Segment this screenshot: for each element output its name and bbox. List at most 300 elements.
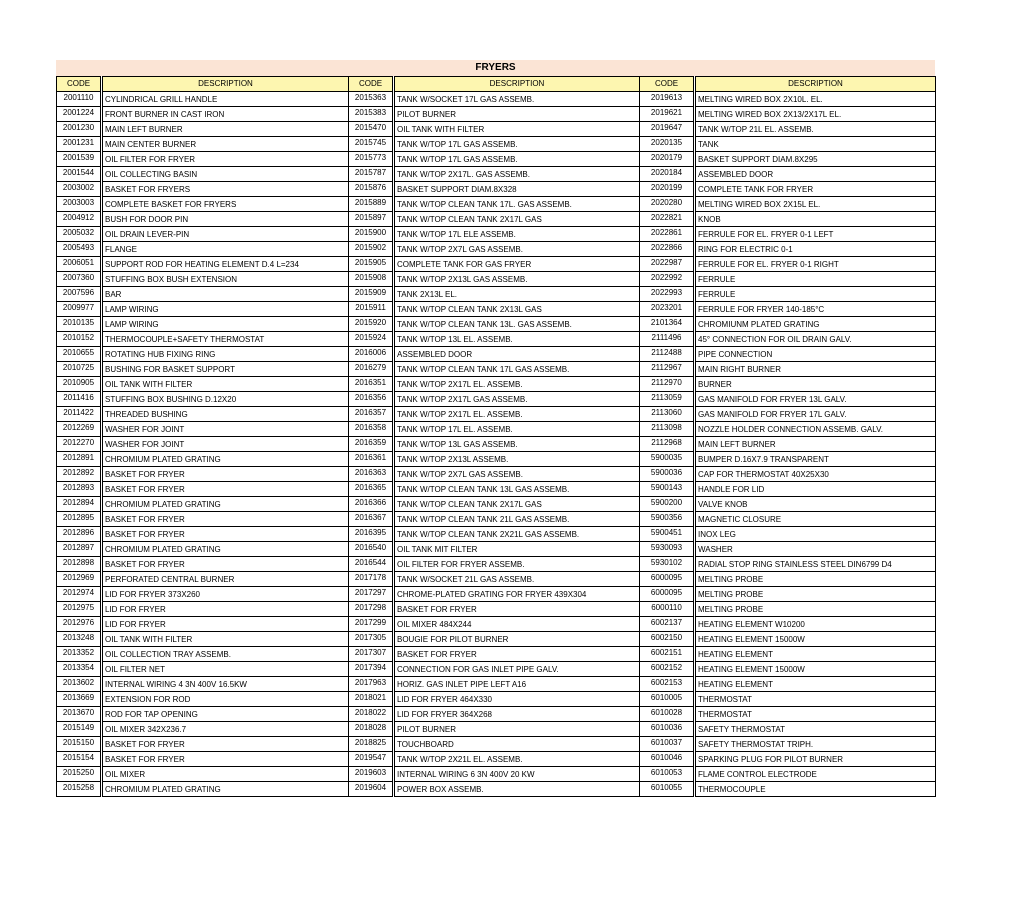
part-description-cell: BASKET FOR FRYER (102, 512, 349, 527)
part-description-cell: OIL TANK WITH FILTER (394, 122, 640, 137)
part-description-cell: INTERNAL WIRING 6 3N 400V 20 KW (394, 767, 640, 782)
table-row (57, 272, 936, 287)
part-code-cell: 2007596 (57, 287, 102, 302)
part-code-cell: 5930093 (640, 542, 695, 557)
part-code-cell: 2015889 (349, 197, 394, 212)
part-code-cell: 2015773 (349, 152, 394, 167)
part-code-cell: 2020280 (640, 197, 695, 212)
part-description-cell: FERRULE FOR FRYER 140-185°C (695, 302, 936, 317)
table-row (57, 242, 936, 257)
part-description-cell: CHROMIUNM PLATED GRATING (695, 317, 936, 332)
part-code-cell: 2015920 (349, 317, 394, 332)
part-description-cell: TANK W/TOP 13L GAS ASSEMB. (394, 437, 640, 452)
table-row (57, 377, 936, 392)
part-description-cell: CAP FOR THERMOSTAT 40X25X30 (695, 467, 936, 482)
part-code-cell: 2016365 (349, 482, 394, 497)
part-description-cell: FLANGE (102, 242, 349, 257)
part-code-cell: 2015897 (349, 212, 394, 227)
part-code-cell: 2013602 (57, 677, 102, 692)
part-code-cell: 2016363 (349, 467, 394, 482)
table-row (57, 512, 936, 527)
part-description-cell: LID FOR FRYER (102, 602, 349, 617)
part-code-cell: 6002151 (640, 647, 695, 662)
part-code-cell: 2022987 (640, 257, 695, 272)
part-description-cell: GAS MANIFOLD FOR FRYER 13L GALV. (695, 392, 936, 407)
table-row (57, 707, 936, 722)
part-description-cell: EXTENSION FOR ROD (102, 692, 349, 707)
part-code-cell: 2003002 (57, 182, 102, 197)
part-code-cell: 2015900 (349, 227, 394, 242)
part-code-cell: 2012976 (57, 617, 102, 632)
table-row (57, 362, 936, 377)
part-description-cell: THERMOCOUPLE (695, 782, 936, 797)
part-code-cell: 5900200 (640, 497, 695, 512)
part-code-cell: 6000110 (640, 602, 695, 617)
part-code-cell: 2017307 (349, 647, 394, 662)
part-code-cell: 2013670 (57, 707, 102, 722)
part-code-cell: 2016358 (349, 422, 394, 437)
part-code-cell: 2015258 (57, 782, 102, 797)
part-description-cell: COMPLETE TANK FOR FRYER (695, 182, 936, 197)
part-description-cell: FRONT BURNER IN CAST IRON (102, 107, 349, 122)
part-description-cell: BASKET FOR FRYER (102, 737, 349, 752)
part-code-cell: 2015908 (349, 272, 394, 287)
part-code-cell: 2111496 (640, 332, 695, 347)
header-description: DESCRIPTION (102, 77, 349, 92)
part-code-cell: 2017963 (349, 677, 394, 692)
part-code-cell: 2007360 (57, 272, 102, 287)
part-code-cell: 2010135 (57, 317, 102, 332)
part-description-cell: PILOT BURNER (394, 722, 640, 737)
table-row (57, 317, 936, 332)
part-code-cell: 2005032 (57, 227, 102, 242)
part-description-cell: TANK W/TOP CLEAN TANK 17L GAS ASSEMB. (394, 362, 640, 377)
part-code-cell: 2012891 (57, 452, 102, 467)
part-description-cell: OIL FILTER NET (102, 662, 349, 677)
part-description-cell: CHROMIUM PLATED GRATING (102, 497, 349, 512)
part-description-cell: ASSEMBLED DOOR (394, 347, 640, 362)
part-code-cell: 2112970 (640, 377, 695, 392)
part-description-cell: TANK W/TOP CLEAN TANK 13L GAS ASSEMB. (394, 482, 640, 497)
part-description-cell: ROD FOR TAP OPENING (102, 707, 349, 722)
part-code-cell: 2001231 (57, 137, 102, 152)
table-row (57, 302, 936, 317)
table-row (57, 152, 936, 167)
part-description-cell: TANK (695, 137, 936, 152)
part-description-cell: TANK W/TOP 2X17L EL. ASSEMB. (394, 377, 640, 392)
part-description-cell: TANK W/SOCKET 17L GAS ASSEMB. (394, 92, 640, 107)
part-code-cell: 2001230 (57, 122, 102, 137)
part-description-cell: GAS MANIFOLD FOR FRYER 17L GALV. (695, 407, 936, 422)
part-code-cell: 6000095 (640, 587, 695, 602)
table-row (57, 737, 936, 752)
part-code-cell: 2010152 (57, 332, 102, 347)
part-description-cell: OIL COLLECTING BASIN (102, 167, 349, 182)
part-description-cell: CYLINDRICAL GRILL HANDLE (102, 92, 349, 107)
part-description-cell: TANK W/TOP 2X13L ASSEMB. (394, 452, 640, 467)
table-row (57, 182, 936, 197)
part-description-cell: FERRULE FOR EL. FRYER 0-1 RIGHT (695, 257, 936, 272)
part-code-cell: 2015150 (57, 737, 102, 752)
part-description-cell: TANK W/TOP 2X13L GAS ASSEMB. (394, 272, 640, 287)
part-code-cell: 2018021 (349, 692, 394, 707)
part-code-cell: 2012894 (57, 497, 102, 512)
header-code: CODE (640, 77, 695, 92)
part-description-cell: THREADED BUSHING (102, 407, 349, 422)
part-description-cell: RADIAL STOP RING STAINLESS STEEL DIN6799 D4 (695, 557, 936, 572)
table-row (57, 287, 936, 302)
part-description-cell: MAIN LEFT BURNER (102, 122, 349, 137)
part-description-cell: PERFORATED CENTRAL BURNER (102, 572, 349, 587)
part-code-cell: 2012892 (57, 467, 102, 482)
part-code-cell: 5900036 (640, 467, 695, 482)
part-code-cell: 5900356 (640, 512, 695, 527)
part-code-cell: 2016367 (349, 512, 394, 527)
part-description-cell: ASSEMBLED DOOR (695, 167, 936, 182)
part-code-cell: 2017298 (349, 602, 394, 617)
table-row (57, 632, 936, 647)
part-description-cell: MELTING WIRED BOX 2X13/2X17L EL. (695, 107, 936, 122)
part-description-cell: OIL MIXER 342X236.7 (102, 722, 349, 737)
header-row (57, 77, 936, 92)
part-code-cell: 2015154 (57, 752, 102, 767)
part-description-cell: TANK W/TOP 2X21L EL. ASSEMB. (394, 752, 640, 767)
part-description-cell: MAIN CENTER BURNER (102, 137, 349, 152)
part-code-cell: 2015876 (349, 182, 394, 197)
part-code-cell: 2023201 (640, 302, 695, 317)
part-code-cell: 2010655 (57, 347, 102, 362)
part-description-cell: MELTING PROBE (695, 602, 936, 617)
part-description-cell: BASKET SUPPORT DIAM.8X295 (695, 152, 936, 167)
part-code-cell: 6002153 (640, 677, 695, 692)
part-description-cell: OIL TANK WITH FILTER (102, 632, 349, 647)
part-code-cell: 2015470 (349, 122, 394, 137)
part-code-cell: 5900451 (640, 527, 695, 542)
part-code-cell: 2004912 (57, 212, 102, 227)
part-code-cell: 2016544 (349, 557, 394, 572)
part-code-cell: 6010036 (640, 722, 695, 737)
part-code-cell: 5900035 (640, 452, 695, 467)
part-code-cell: 2113059 (640, 392, 695, 407)
part-code-cell: 2019613 (640, 92, 695, 107)
part-code-cell: 2016395 (349, 527, 394, 542)
part-code-cell: 6010053 (640, 767, 695, 782)
part-description-cell: CHROMIUM PLATED GRATING (102, 542, 349, 557)
part-code-cell: 2016356 (349, 392, 394, 407)
part-code-cell: 2015787 (349, 167, 394, 182)
part-code-cell: 2015902 (349, 242, 394, 257)
part-description-cell: TANK W/TOP 2X7L GAS ASSEMB. (394, 467, 640, 482)
part-description-cell: HORIZ. GAS INLET PIPE LEFT A16 (394, 677, 640, 692)
part-description-cell: TANK W/TOP CLEAN TANK 17L. GAS ASSEMB. (394, 197, 640, 212)
part-code-cell: 6010055 (640, 782, 695, 797)
table-row (57, 557, 936, 572)
part-code-cell: 2020199 (640, 182, 695, 197)
part-code-cell: 2015924 (349, 332, 394, 347)
part-description-cell: SPARKING PLUG FOR PILOT BURNER (695, 752, 936, 767)
part-description-cell: CHROMIUM PLATED GRATING (102, 452, 349, 467)
table-row (57, 452, 936, 467)
part-description-cell: MELTING WIRED BOX 2X10L. EL. (695, 92, 936, 107)
table-row (57, 782, 936, 797)
parts-table (56, 76, 936, 797)
table-row (57, 542, 936, 557)
part-code-cell: 2010725 (57, 362, 102, 377)
table-row (57, 227, 936, 242)
table-row (57, 617, 936, 632)
part-description-cell: BASKET FOR FRYER (102, 527, 349, 542)
part-description-cell: OIL FILTER FOR FRYER (102, 152, 349, 167)
part-description-cell: HEATING ELEMENT (695, 677, 936, 692)
part-description-cell: CHROMIUM PLATED GRATING (102, 782, 349, 797)
part-description-cell: BASKET FOR FRYER (102, 467, 349, 482)
part-description-cell: LID FOR FRYER 373X260 (102, 587, 349, 602)
table-row (57, 482, 936, 497)
part-code-cell: 2012893 (57, 482, 102, 497)
part-description-cell: HEATING ELEMENT (695, 647, 936, 662)
part-code-cell: 2012269 (57, 422, 102, 437)
part-description-cell: PIPE CONNECTION (695, 347, 936, 362)
table-row (57, 437, 936, 452)
part-code-cell: 2016361 (349, 452, 394, 467)
header-code: CODE (57, 77, 102, 92)
part-description-cell: OIL TANK MIT FILTER (394, 542, 640, 557)
part-code-cell: 2003003 (57, 197, 102, 212)
part-code-cell: 2016279 (349, 362, 394, 377)
part-code-cell: 2001539 (57, 152, 102, 167)
table-row (57, 167, 936, 182)
part-description-cell: BASKET FOR FRYER (394, 647, 640, 662)
part-description-cell: LID FOR FRYER 364X268 (394, 707, 640, 722)
part-code-cell: 5900143 (640, 482, 695, 497)
part-code-cell: 6002152 (640, 662, 695, 677)
part-description-cell: TANK W/TOP CLEAN TANK 21L GAS ASSEMB. (394, 512, 640, 527)
table-row (57, 767, 936, 782)
part-description-cell: LAMP WIRING (102, 302, 349, 317)
sheet-title: FRYERS (56, 60, 935, 76)
part-code-cell: 2015911 (349, 302, 394, 317)
part-description-cell: TANK W/TOP 17L GAS ASSEMB. (394, 137, 640, 152)
table-row (57, 197, 936, 212)
part-code-cell: 2017299 (349, 617, 394, 632)
part-description-cell: BASKET FOR FRYERS (102, 182, 349, 197)
part-description-cell: TANK 2X13L EL. (394, 287, 640, 302)
part-code-cell: 2016006 (349, 347, 394, 362)
part-code-cell: 6000095 (640, 572, 695, 587)
part-code-cell: 2015149 (57, 722, 102, 737)
table-row (57, 137, 936, 152)
part-description-cell: OIL FILTER FOR FRYER ASSEMB. (394, 557, 640, 572)
part-code-cell: 2017394 (349, 662, 394, 677)
part-code-cell: 2011422 (57, 407, 102, 422)
table-row (57, 107, 936, 122)
part-description-cell: MAIN LEFT BURNER (695, 437, 936, 452)
part-code-cell: 6010037 (640, 737, 695, 752)
table-row (57, 122, 936, 137)
part-code-cell: 2015363 (349, 92, 394, 107)
table-row (57, 212, 936, 227)
part-description-cell: SAFETY THERMOSTAT (695, 722, 936, 737)
part-description-cell: HEATING ELEMENT 15000W (695, 632, 936, 647)
part-description-cell: OIL DRAIN LEVER-PIN (102, 227, 349, 242)
part-code-cell: 6010046 (640, 752, 695, 767)
part-code-cell: 2015909 (349, 287, 394, 302)
part-description-cell: WASHER FOR JOINT (102, 437, 349, 452)
part-code-cell: 2112968 (640, 437, 695, 452)
part-description-cell: BAR (102, 287, 349, 302)
part-description-cell: COMPLETE TANK FOR GAS FRYER (394, 257, 640, 272)
part-code-cell: 2016359 (349, 437, 394, 452)
part-description-cell: BASKET FOR FRYER (102, 482, 349, 497)
part-code-cell: 2013352 (57, 647, 102, 662)
part-code-cell: 2012270 (57, 437, 102, 452)
part-code-cell: 2005493 (57, 242, 102, 257)
table-row (57, 662, 936, 677)
part-code-cell: 2112488 (640, 347, 695, 362)
part-description-cell: TANK W/TOP 17L EL. ASSEMB. (394, 422, 640, 437)
table-row (57, 752, 936, 767)
part-code-cell: 6010005 (640, 692, 695, 707)
part-code-cell: 2019603 (349, 767, 394, 782)
part-description-cell: MELTING WIRED BOX 2X15L EL. (695, 197, 936, 212)
part-code-cell: 2012975 (57, 602, 102, 617)
part-description-cell: KNOB (695, 212, 936, 227)
part-code-cell: 6002150 (640, 632, 695, 647)
part-code-cell: 2022993 (640, 287, 695, 302)
part-description-cell: TANK W/TOP 2X17L. GAS ASSEMB. (394, 167, 640, 182)
part-code-cell: 2010905 (57, 377, 102, 392)
part-code-cell: 2013248 (57, 632, 102, 647)
part-description-cell: INOX LEG (695, 527, 936, 542)
part-description-cell: FERRULE (695, 287, 936, 302)
part-code-cell: 2016366 (349, 497, 394, 512)
part-code-cell: 2017178 (349, 572, 394, 587)
part-description-cell: INTERNAL WIRING 4 3N 400V 16.5KW (102, 677, 349, 692)
table-row (57, 587, 936, 602)
part-description-cell: LID FOR FRYER 464X330 (394, 692, 640, 707)
part-description-cell: PILOT BURNER (394, 107, 640, 122)
table-row (57, 92, 936, 107)
part-description-cell: FERRULE (695, 272, 936, 287)
part-description-cell: TANK W/TOP 21L EL. ASSEMB. (695, 122, 936, 137)
part-code-cell: 2001544 (57, 167, 102, 182)
part-code-cell: 2019621 (640, 107, 695, 122)
part-code-cell: 6010028 (640, 707, 695, 722)
part-description-cell: TANK W/SOCKET 21L GAS ASSEMB. (394, 572, 640, 587)
part-code-cell: 2017297 (349, 587, 394, 602)
part-description-cell: BOUGIE FOR PILOT BURNER (394, 632, 640, 647)
part-description-cell: BUSHING FOR BASKET SUPPORT (102, 362, 349, 377)
part-description-cell: TANK W/TOP 13L EL. ASSEMB. (394, 332, 640, 347)
part-code-cell: 2019604 (349, 782, 394, 797)
part-code-cell: 2011416 (57, 392, 102, 407)
part-code-cell: 6002137 (640, 617, 695, 632)
part-description-cell: RING FOR ELECTRIC 0-1 (695, 242, 936, 257)
part-description-cell: CHROME-PLATED GRATING FOR FRYER 439X304 (394, 587, 640, 602)
header-code: CODE (349, 77, 394, 92)
part-description-cell: ROTATING HUB FIXING RING (102, 347, 349, 362)
part-code-cell: 2001224 (57, 107, 102, 122)
part-description-cell: HANDLE FOR LID (695, 482, 936, 497)
part-code-cell: 2016357 (349, 407, 394, 422)
part-description-cell: BASKET FOR FRYER (394, 602, 640, 617)
table-row (57, 692, 936, 707)
table-row (57, 332, 936, 347)
part-code-cell: 2015383 (349, 107, 394, 122)
part-description-cell: MELTING PROBE (695, 587, 936, 602)
part-code-cell: 2113098 (640, 422, 695, 437)
part-description-cell: NOZZLE HOLDER CONNECTION ASSEMB. GALV. (695, 422, 936, 437)
table-row (57, 467, 936, 482)
part-description-cell: 45° CONNECTION FOR OIL DRAIN GALV. (695, 332, 936, 347)
part-description-cell: FLAME CONTROL ELECTRODE (695, 767, 936, 782)
table-row (57, 257, 936, 272)
part-code-cell: 2015905 (349, 257, 394, 272)
table-row (57, 677, 936, 692)
table-row (57, 572, 936, 587)
part-code-cell: 2018825 (349, 737, 394, 752)
table-row (57, 422, 936, 437)
part-code-cell: 2020135 (640, 137, 695, 152)
part-description-cell: COMPLETE BASKET FOR FRYERS (102, 197, 349, 212)
part-description-cell: MELTING PROBE (695, 572, 936, 587)
part-code-cell: 2017305 (349, 632, 394, 647)
part-description-cell: HEATING ELEMENT W10200 (695, 617, 936, 632)
part-code-cell: 2013354 (57, 662, 102, 677)
part-description-cell: LAMP WIRING (102, 317, 349, 332)
part-description-cell: OIL COLLECTION TRAY ASSEMB. (102, 647, 349, 662)
part-code-cell: 2016540 (349, 542, 394, 557)
part-code-cell: 2112967 (640, 362, 695, 377)
part-code-cell: 2012974 (57, 587, 102, 602)
part-description-cell: CONNECTION FOR GAS INLET PIPE GALV. (394, 662, 640, 677)
part-description-cell: STUFFING BOX BUSHING D.12X20 (102, 392, 349, 407)
table-row (57, 347, 936, 362)
part-code-cell: 2012897 (57, 542, 102, 557)
part-code-cell: 2019647 (640, 122, 695, 137)
part-description-cell: SUPPORT ROD FOR HEATING ELEMENT D.4 L=234 (102, 257, 349, 272)
part-description-cell: FERRULE FOR EL. FRYER 0-1 LEFT (695, 227, 936, 242)
part-description-cell: BURNER (695, 377, 936, 392)
table-row (57, 647, 936, 662)
part-code-cell: 2013669 (57, 692, 102, 707)
part-code-cell: 2022821 (640, 212, 695, 227)
part-code-cell: 2015745 (349, 137, 394, 152)
part-description-cell: STUFFING BOX BUSH EXTENSION (102, 272, 349, 287)
table-row (57, 527, 936, 542)
part-description-cell: OIL MIXER 484X244 (394, 617, 640, 632)
part-code-cell: 2022861 (640, 227, 695, 242)
part-description-cell: POWER BOX ASSEMB. (394, 782, 640, 797)
part-description-cell: HEATING ELEMENT 15000W (695, 662, 936, 677)
part-description-cell: TANK W/TOP CLEAN TANK 2X17L GAS (394, 497, 640, 512)
table-row (57, 602, 936, 617)
part-code-cell: 2012895 (57, 512, 102, 527)
part-description-cell: THERMOSTAT (695, 707, 936, 722)
part-description-cell: TOUCHBOARD (394, 737, 640, 752)
table-row (57, 497, 936, 512)
part-description-cell: BASKET SUPPORT DIAM.8X328 (394, 182, 640, 197)
part-description-cell: SAFETY THERMOSTAT TRIPH. (695, 737, 936, 752)
part-description-cell: OIL TANK WITH FILTER (102, 377, 349, 392)
part-description-cell: TANK W/TOP CLEAN TANK 2X21L GAS ASSEMB. (394, 527, 640, 542)
part-description-cell: OIL MIXER (102, 767, 349, 782)
table-row (57, 392, 936, 407)
part-code-cell: 2012896 (57, 527, 102, 542)
part-code-cell: 5930102 (640, 557, 695, 572)
header-description: DESCRIPTION (394, 77, 640, 92)
part-description-cell: WASHER FOR JOINT (102, 422, 349, 437)
